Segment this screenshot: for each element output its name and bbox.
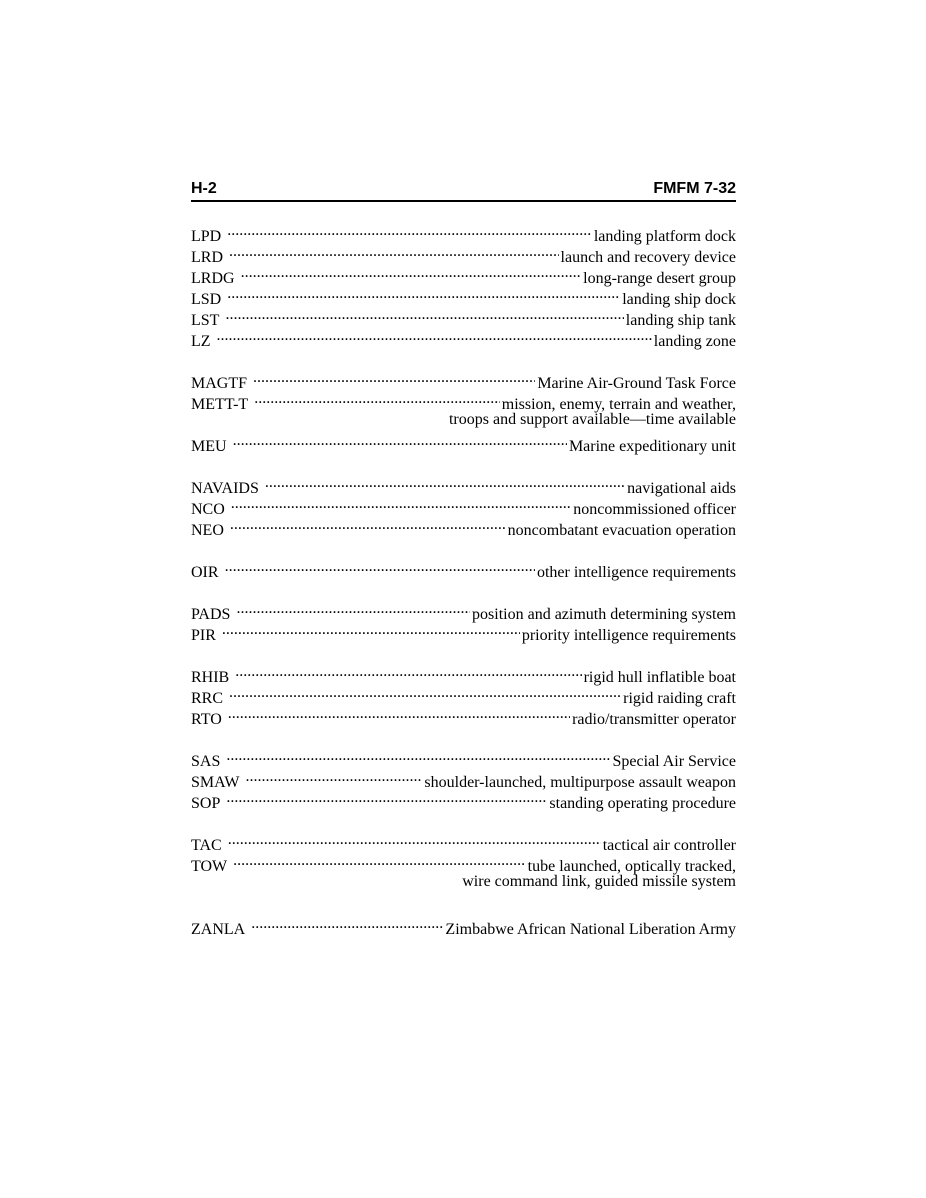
- abbreviation-group: [191, 367, 736, 455]
- abbreviation-definition: long-range desert group: [583, 270, 736, 287]
- abbreviation-definition: mission, enemy, terrain and weather,: [501, 396, 736, 413]
- dot-leader: [217, 325, 652, 346]
- abbreviation-term: MAGTF: [191, 375, 248, 392]
- dot-leader: [228, 703, 570, 724]
- abbreviation-term: RHIB: [191, 669, 230, 686]
- dot-leader: [227, 220, 592, 241]
- abbreviation-term: OIR: [191, 564, 219, 581]
- abbreviation-term: SMAW: [191, 774, 240, 791]
- dot-leader: [235, 661, 581, 682]
- dot-leader: [226, 787, 547, 808]
- dot-leader: [241, 262, 582, 283]
- abbreviation-definition: Marine Air-Ground Task Force: [537, 375, 736, 392]
- abbreviation-entry: [191, 598, 736, 623]
- dot-leader: [226, 745, 610, 766]
- dot-leader: [253, 367, 535, 388]
- abbreviation-term: NCO: [191, 501, 225, 518]
- abbreviation-definition: noncommissioned officer: [573, 501, 736, 518]
- dot-leader: [233, 430, 567, 451]
- abbreviation-term: ZANLA: [191, 921, 246, 938]
- definition-continuation: wire command link, guided missile system: [462, 873, 736, 890]
- abbreviation-term: LPD: [191, 228, 222, 245]
- abbreviation-definition: other intelligence requirements: [536, 564, 736, 581]
- abbreviation-group: [191, 661, 736, 728]
- abbreviation-term: METT-T: [191, 396, 249, 413]
- dot-leader: [251, 913, 443, 934]
- abbreviation-group: [191, 829, 736, 892]
- definition-continuation: troops and support available—time available: [448, 411, 736, 428]
- abbreviation-definition: landing ship dock: [622, 291, 736, 308]
- abbreviation-definition: tactical air controller: [602, 837, 736, 854]
- abbreviation-definition: Special Air Service: [612, 753, 736, 770]
- page-header: [191, 180, 736, 202]
- abbreviation-term: SOP: [191, 795, 221, 812]
- abbreviation-entry: [191, 367, 736, 392]
- abbreviation-definition: priority intelligence requirements: [521, 627, 736, 644]
- abbreviation-group: [191, 913, 736, 938]
- dot-leader: [225, 556, 535, 577]
- abbreviation-group: [191, 220, 736, 350]
- abbreviation-definition: launch and recovery device: [560, 249, 736, 266]
- abbreviation-entry: [191, 430, 736, 455]
- abbreviation-entry: [191, 220, 736, 245]
- abbreviation-term: LSD: [191, 291, 222, 308]
- dot-leader: [254, 388, 500, 409]
- abbreviation-term: LZ: [191, 333, 211, 350]
- dot-leader: [228, 829, 601, 850]
- abbreviation-group: [191, 598, 736, 644]
- abbreviation-entry: [191, 829, 736, 854]
- abbreviation-term: LRDG: [191, 270, 235, 287]
- abbreviation-term: RRC: [191, 690, 224, 707]
- abbreviation-entry: [191, 745, 736, 770]
- dot-leader: [229, 241, 559, 262]
- dot-leader: [222, 619, 520, 640]
- dot-leader: [236, 598, 470, 619]
- abbreviation-definition: shoulder-launched, multipurpose assault weapon: [424, 774, 736, 791]
- abbreviation-term: RTO: [191, 711, 222, 728]
- abbreviation-definition: rigid hull inflatible boat: [583, 669, 736, 686]
- abbreviation-list: [191, 220, 736, 955]
- dot-leader: [231, 493, 571, 514]
- abbreviation-definition: rigid raiding craft: [623, 690, 736, 707]
- abbreviation-definition: landing ship tank: [625, 312, 736, 329]
- abbreviation-definition: Zimbabwe African National Liberation Army: [445, 921, 736, 938]
- dot-leader: [229, 682, 621, 703]
- abbreviation-term: TOW: [191, 858, 228, 875]
- abbreviation-group: [191, 556, 736, 581]
- abbreviation-definition: tube launched, optically tracked,: [527, 858, 736, 875]
- abbreviation-definition: landing platform dock: [593, 228, 736, 245]
- abbreviation-term: LST: [191, 312, 220, 329]
- abbreviation-group: [191, 745, 736, 812]
- document-title: FMFM 7-32: [653, 180, 736, 197]
- abbreviation-definition: standing operating procedure: [549, 795, 736, 812]
- abbreviation-entry: [191, 472, 736, 497]
- abbreviation-definition: Marine expeditionary unit: [568, 438, 736, 455]
- abbreviation-term: SAS: [191, 753, 221, 770]
- abbreviation-entry: [191, 913, 736, 938]
- abbreviation-term: MEU: [191, 438, 227, 455]
- abbreviation-entry: [191, 661, 736, 686]
- abbreviation-definition: landing zone: [653, 333, 736, 350]
- dot-leader: [265, 472, 625, 493]
- abbreviation-definition: noncombatant evacuation operation: [507, 522, 736, 539]
- abbreviation-term: LRD: [191, 249, 223, 266]
- dot-leader: [246, 766, 423, 787]
- dot-leader: [233, 850, 526, 871]
- abbreviation-definition: navigational aids: [627, 480, 736, 497]
- dot-leader: [225, 304, 623, 325]
- dot-leader: [227, 283, 620, 304]
- abbreviation-entry: [191, 556, 736, 581]
- dot-leader: [230, 514, 506, 535]
- abbreviation-term: NAVAIDS: [191, 480, 259, 497]
- abbreviation-term: PADS: [191, 606, 231, 623]
- abbreviation-term: TAC: [191, 837, 222, 854]
- page-number: H-2: [191, 180, 217, 197]
- abbreviation-term: NEO: [191, 522, 224, 539]
- abbreviation-term: PIR: [191, 627, 216, 644]
- abbreviation-definition: position and azimuth determining system: [472, 606, 736, 623]
- abbreviation-group: [191, 472, 736, 539]
- abbreviation-definition: radio/transmitter operator: [572, 711, 736, 728]
